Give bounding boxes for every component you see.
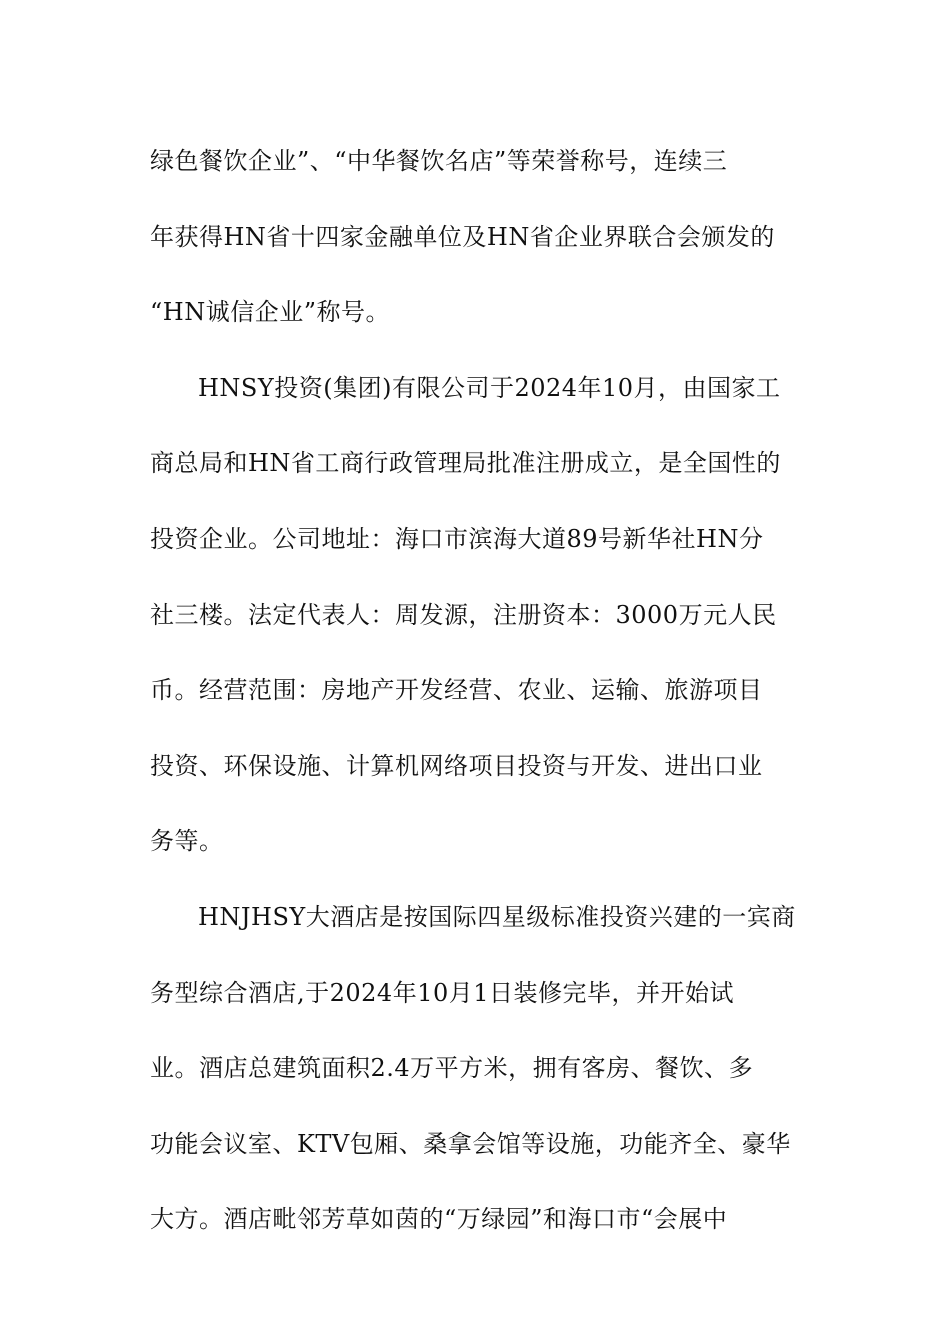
- paragraph-3-line-5: 大方。酒店毗邻芳草如茵的“万绿园”和海口市“会展中: [150, 1205, 728, 1234]
- paragraph-3-line-2: 务型综合酒店,于2024年10月1日装修完毕，并开始试: [150, 978, 735, 1007]
- paragraph-1-line-3: “HN诚信企业”称号。: [150, 298, 390, 327]
- paragraph-2-line-4: 社三楼。法定代表人：周发源，注册资本：3000万元人民: [150, 600, 777, 629]
- paragraph-2-line-3: 投资企业。公司地址：海口市滨海大道89号新华社HN分: [150, 524, 764, 553]
- paragraph-3-line-4: 功能会议室、KTV包厢、桑拿会馆等设施，功能齐全、豪华: [150, 1129, 791, 1158]
- paragraph-2-line-5: 币。经营范围：房地产开发经营、农业、运输、旅游项目: [150, 676, 763, 705]
- paragraph-1-line-2: 年获得HN省十四家金融单位及HN省企业界联合会颁发的: [150, 222, 775, 251]
- paragraph-2-line-7: 务等。: [150, 827, 224, 856]
- paragraph-1-line-1: 绿色餐饮企业”、“中华餐饮名店”等荣誉称号，连续三: [150, 147, 728, 175]
- paragraph-3-line-1: HNJHSY大酒店是按国际四星级标准投资兴建的一宾商: [198, 902, 796, 931]
- paragraph-3-line-3: 业。酒店总建筑面积2.4万平方米，拥有客房、餐饮、多: [150, 1054, 754, 1083]
- paragraph-2-line-6: 投资、环保设施、计算机网络项目投资与开发、进出口业: [150, 751, 763, 780]
- paragraph-2-line-2: 商总局和HN省工商行政管理局批准注册成立，是全国性的: [150, 449, 781, 478]
- document-body: [150, 124, 815, 1258]
- paragraph-2-line-1: HNSY投资(集团)有限公司于2024年10月，由国家工: [198, 373, 781, 402]
